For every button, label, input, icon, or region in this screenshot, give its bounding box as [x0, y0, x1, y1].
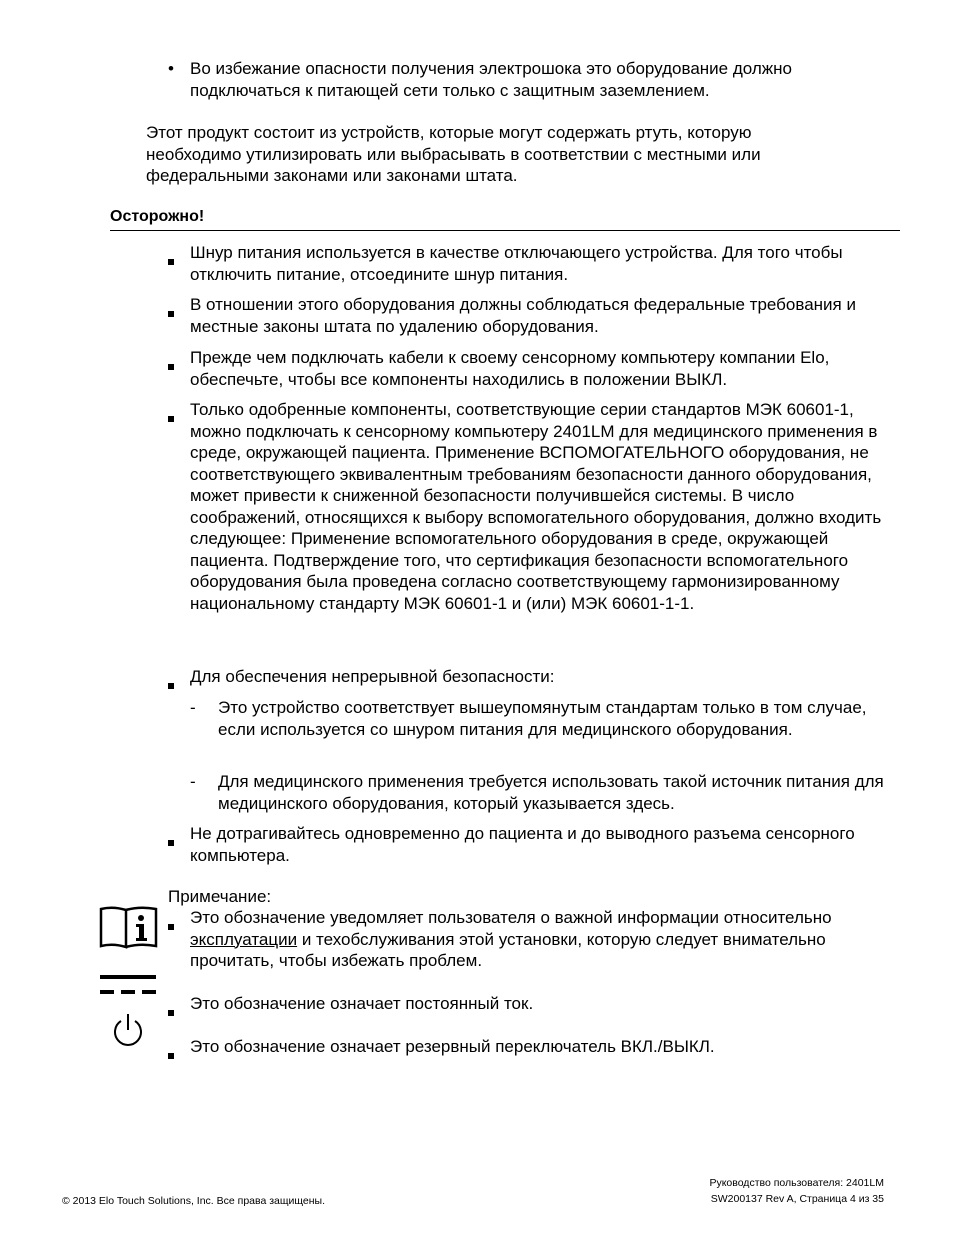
direct-current-icon: [98, 972, 160, 998]
caution-item-text: Для обеспечения непрерывной безопасности:: [190, 667, 555, 686]
mercury-paragraph: Этот продукт состоит из устройств, которые могут содержать ртуть, которую необходимо утилизировать или выбрасывать в соответствии с местными или федеральными законами или законами штата.: [146, 123, 761, 185]
note-info-text: [190, 907, 850, 972]
caution-item-text: Шнур питания используется в качестве отключающего устройства. Для того чтобы отключить питание, отсоедините шнур питания.: [190, 243, 843, 284]
note-info-text-start: Это обозначение уведомляет пользователя о важной информации относительно: [190, 908, 832, 927]
grounding-text: Во избежание опасности получения электрошока это оборудование должно подключаться к питающей сети только с защитным заземлением.: [190, 59, 792, 100]
consult-manual-icon: [98, 905, 160, 949]
square-bullet-icon: [168, 416, 174, 422]
caution-item-text: В отношении этого оборудования должны соблюдаться федеральные требования и местные законы штата по удалению оборудования.: [190, 295, 856, 336]
footer-manual-title: Руководство пользователя: 2401LM: [709, 1177, 884, 1189]
caution-item-text: Не дотрагивайтесь одновременно до пациента и до выводного разъема сенсорного компьютера.: [190, 824, 855, 865]
footer-copyright: © 2013 Elo Touch Solutions, Inc. Все права защищены.: [62, 1195, 326, 1207]
square-bullet-icon: [168, 311, 174, 317]
footer-page-number: SW200137 Rev A, Страница 4 из 35: [710, 1192, 884, 1205]
note-standby-text: Это обозначение означает резервный переключатель ВКЛ./ВЫКЛ.: [190, 1037, 715, 1056]
note-dc-text: Это обозначение означает постоянный ток.: [190, 994, 534, 1013]
square-bullet-icon: [168, 1010, 174, 1016]
square-bullet-icon: [168, 259, 174, 265]
caution-item-text: Только одобренные компоненты, соответствующие серии стандартов МЭК 60601-1, можно подключать к сенсорному компьютеру 2401LM для медицинского применения в среде, окружающей пациента. Применение ВСПОМОГАТЕЛЬНОГО оборудования, не соответствующего эквивалентным требованиям безопасности данного оборудования, может привести к сниженной безопасности получившейся системы. В число соображений, относящихся к выбору вспомогательного оборудования, должно входить следующее: Применение вспомогательного оборудования в среде, окружающей пациента. Подтверждение того, что сертификация безопасности вспомогательного оборудования была проведена согласно соответствующему гармонизированному национальному стандарту МЭК 60601-1 и (или) МЭК 60601-1-1.: [190, 400, 882, 613]
square-bullet-icon: [168, 840, 174, 846]
note-info-text-end: и техобслуживания этой установки, которую следует внимательно прочитать, чтобы избежать проблем.: [190, 929, 826, 970]
square-bullet-icon: [168, 364, 174, 370]
dash-marker: -: [190, 772, 196, 791]
caution-heading: Осторожно!: [110, 208, 205, 225]
note-label: Примечание:: [168, 887, 272, 906]
operation-link: эксплуатации: [190, 929, 298, 949]
sub-item-text: Это устройство соответствует вышеупомянутым стандартам только в том случае, если используется со шнуром питания для медицинского оборудования.: [218, 698, 867, 739]
caution-item-text: Прежде чем подключать кабели к своему сенсорному компьютеру компании Elo, обеспечьте, чтобы все компоненты находились в положении ВЫКЛ.: [190, 348, 830, 389]
standby-power-icon: [110, 1012, 146, 1050]
square-bullet-icon: [168, 683, 174, 689]
footer-info: [709, 1176, 884, 1207]
square-bullet-icon: [168, 924, 174, 930]
heading-divider: [110, 230, 900, 231]
square-bullet-icon: [168, 1053, 174, 1059]
bullet-dot: •: [168, 59, 174, 78]
dash-marker: -: [190, 698, 196, 717]
sub-item-text: Для медицинского применения требуется использовать такой источник питания для медицинского оборудования, который указывается здесь.: [218, 772, 884, 813]
